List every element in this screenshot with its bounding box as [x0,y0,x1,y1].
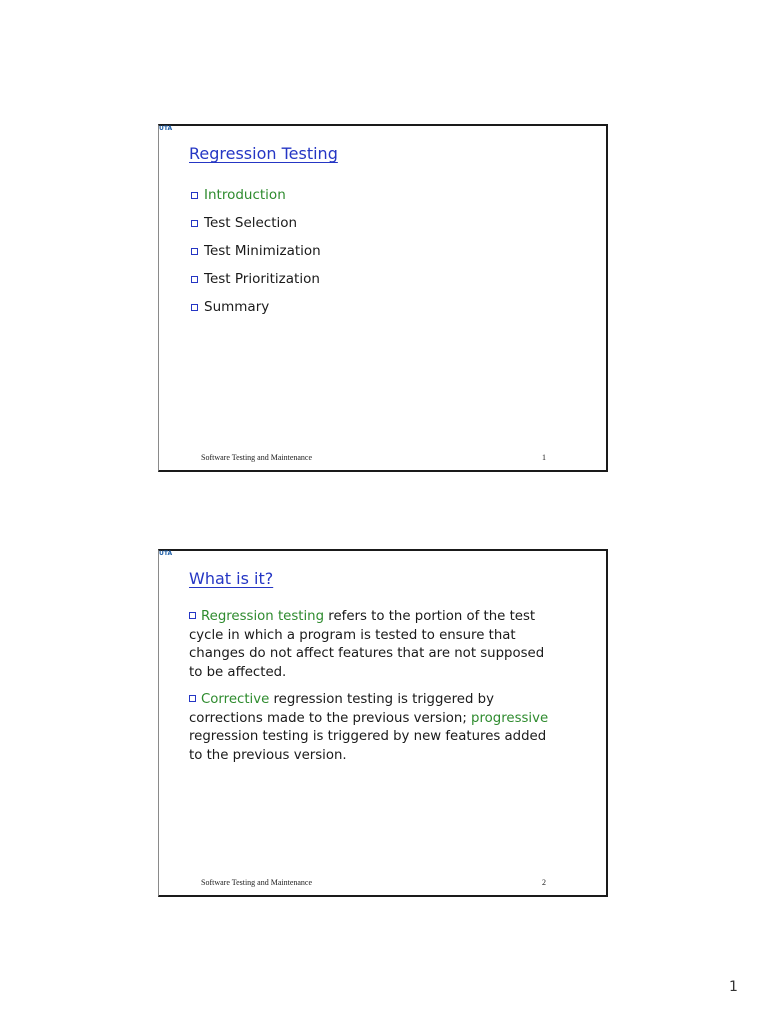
square-bullet-icon [189,695,196,702]
square-bullet-icon [191,248,198,255]
outline-item-label: Test Minimization [204,243,321,259]
outline-item-label: Test Selection [204,215,298,231]
university-logo: UTA [159,125,173,132]
slide-1 [158,124,608,472]
types-paragraph [189,691,559,765]
paragraph-text: refers to the portion of the test cycle in which a program is tested to ensure that changes do not affect features that are not supposed to be affected. [189,609,545,680]
term-progressive: progressive [471,710,549,726]
square-bullet-icon [191,304,198,311]
slide-title: Regression Testing [189,144,338,163]
paragraph-text: regression testing is triggered by corrections made to the previous version; [189,692,494,726]
outline-item-summary [191,293,321,321]
university-logo: UTA [159,550,173,557]
square-bullet-icon [191,220,198,227]
outline-item-introduction [191,181,321,209]
outline-item-label: Test Prioritization [204,271,320,287]
footer-course-title: Software Testing and Maintenance [201,453,313,462]
outline-item-label: Introduction [204,187,286,203]
slide-footer [201,453,546,462]
slide-footer [201,878,546,887]
outline-list [191,181,321,321]
paragraph-text: regression testing is triggered by new features added to the previous version. [189,729,547,763]
outline-item-test-minimization [191,237,321,265]
footer-course-title: Software Testing and Maintenance [201,878,313,887]
outline-item-test-prioritization [191,265,321,293]
outline-item-label: Summary [204,299,270,315]
term-regression-testing: Regression testing [201,609,325,624]
square-bullet-icon [191,276,198,283]
term-corrective: Corrective [201,692,270,707]
slide-number: 2 [542,878,546,887]
slide-2 [158,549,608,897]
page-number: 1 [729,979,738,995]
outline-item-test-selection [191,209,321,237]
square-bullet-icon [191,192,198,199]
slide-title: What is it? [189,569,274,588]
slide-number: 1 [542,453,546,462]
square-bullet-icon [189,612,196,619]
definition-paragraph [189,608,559,682]
